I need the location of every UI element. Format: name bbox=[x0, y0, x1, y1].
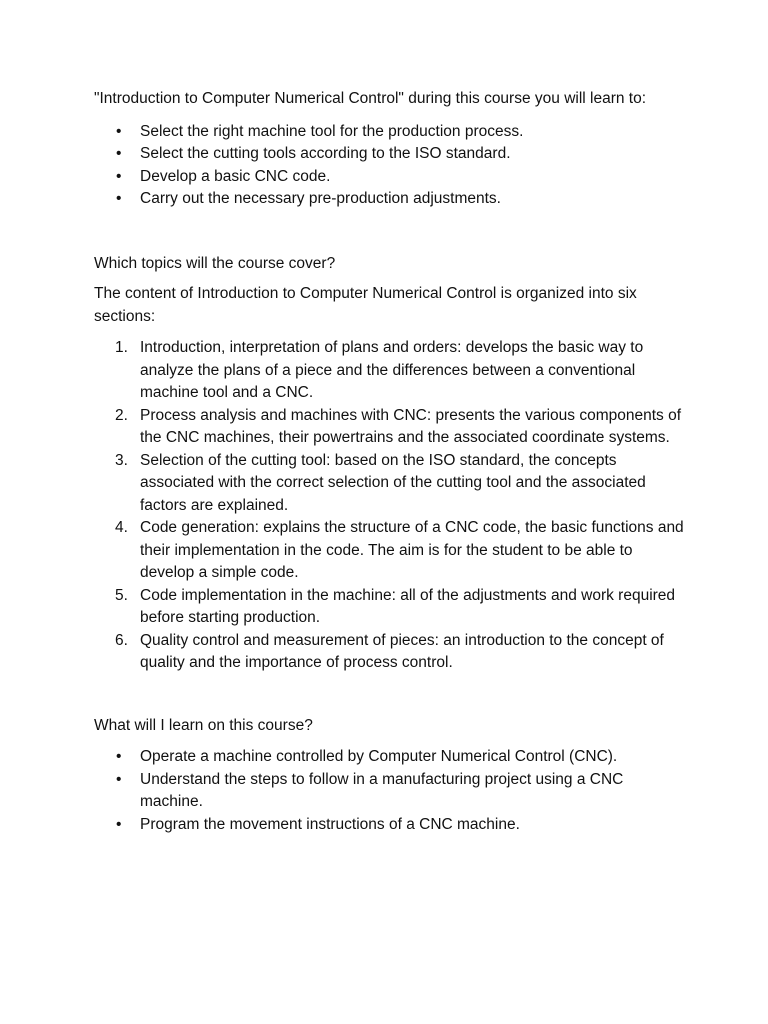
section-number: 3. bbox=[115, 451, 128, 469]
list-item bbox=[94, 769, 684, 814]
list-item-text: Understand the steps to follow in a manufacturing project using a CNC machine. bbox=[140, 770, 624, 810]
outcomes-heading: What will I learn on this course? bbox=[94, 716, 313, 734]
section-text: Process analysis and machines with CNC: presents the various components of the CNC machines, their powertrains and the associated coordinate systems. bbox=[140, 406, 682, 446]
section-item bbox=[94, 585, 684, 630]
section-number: 6. bbox=[115, 631, 128, 649]
bullet-icon: • bbox=[116, 167, 122, 185]
topics-paragraph: The content of Introduction to Computer Numerical Control is organized into six sections: bbox=[94, 285, 637, 325]
section-text: Selection of the cutting tool: based on the ISO standard, the concepts associated with the correct selection of the cutting tool and the associated factors are explained. bbox=[140, 451, 646, 514]
bullet-icon: • bbox=[116, 748, 122, 765]
section-text: Code generation: explains the structure of a CNC code, the basic functions and their implementation in the code. The aim is for the student to be able to develop a simple code. bbox=[140, 519, 684, 581]
section-text: Quality control and measurement of pieces: an introduction to the concept of quality and the importance of process control. bbox=[140, 631, 664, 671]
list-item-text: Operate a machine controlled by Computer Numerical Control (CNC). bbox=[140, 748, 618, 765]
list-item-text: Program the movement instructions of a CNC machine. bbox=[140, 815, 520, 833]
outcomes-list bbox=[94, 746, 684, 836]
topics-heading: Which topics will the course cover? bbox=[94, 254, 336, 272]
list-item-text: Select the cutting tools according to the ISO standard. bbox=[140, 145, 511, 162]
bullet-icon: • bbox=[116, 815, 122, 833]
section-text: Code implementation in the machine: all of the adjustments and work required before starting production. bbox=[140, 586, 676, 626]
section-item bbox=[94, 337, 684, 405]
bullet-icon: • bbox=[116, 190, 122, 207]
bullet-icon: • bbox=[116, 770, 122, 788]
list-item-text: Develop a basic CNC code. bbox=[140, 167, 331, 185]
section-item bbox=[94, 450, 684, 518]
sections-list bbox=[94, 337, 684, 675]
section-item bbox=[94, 630, 684, 675]
bullet-icon: • bbox=[116, 122, 122, 140]
learn-list bbox=[94, 121, 684, 211]
section-number: 2. bbox=[115, 406, 128, 424]
list-item bbox=[94, 814, 684, 837]
list-item bbox=[94, 746, 684, 769]
list-item bbox=[94, 166, 684, 189]
section-number: 5. bbox=[115, 586, 128, 604]
section-number: 4. bbox=[115, 519, 128, 536]
section-text: Introduction, interpretation of plans and orders: develops the basic way to analyze the plans of a piece and the differences between a conventional machine tool and a CNC. bbox=[140, 339, 644, 401]
intro-paragraph: "Introduction to Computer Numerical Control" during this course you will learn to: bbox=[94, 90, 647, 107]
document-body bbox=[94, 88, 684, 836]
bullet-icon: • bbox=[116, 145, 122, 162]
section-item bbox=[94, 517, 684, 585]
list-item bbox=[94, 188, 684, 211]
list-item-text: Select the right machine tool for the production process. bbox=[140, 122, 524, 140]
list-item bbox=[94, 143, 684, 166]
list-item bbox=[94, 121, 684, 144]
list-item-text: Carry out the necessary pre-production adjustments. bbox=[140, 190, 501, 207]
section-item bbox=[94, 405, 684, 450]
section-number: 1. bbox=[115, 339, 128, 356]
